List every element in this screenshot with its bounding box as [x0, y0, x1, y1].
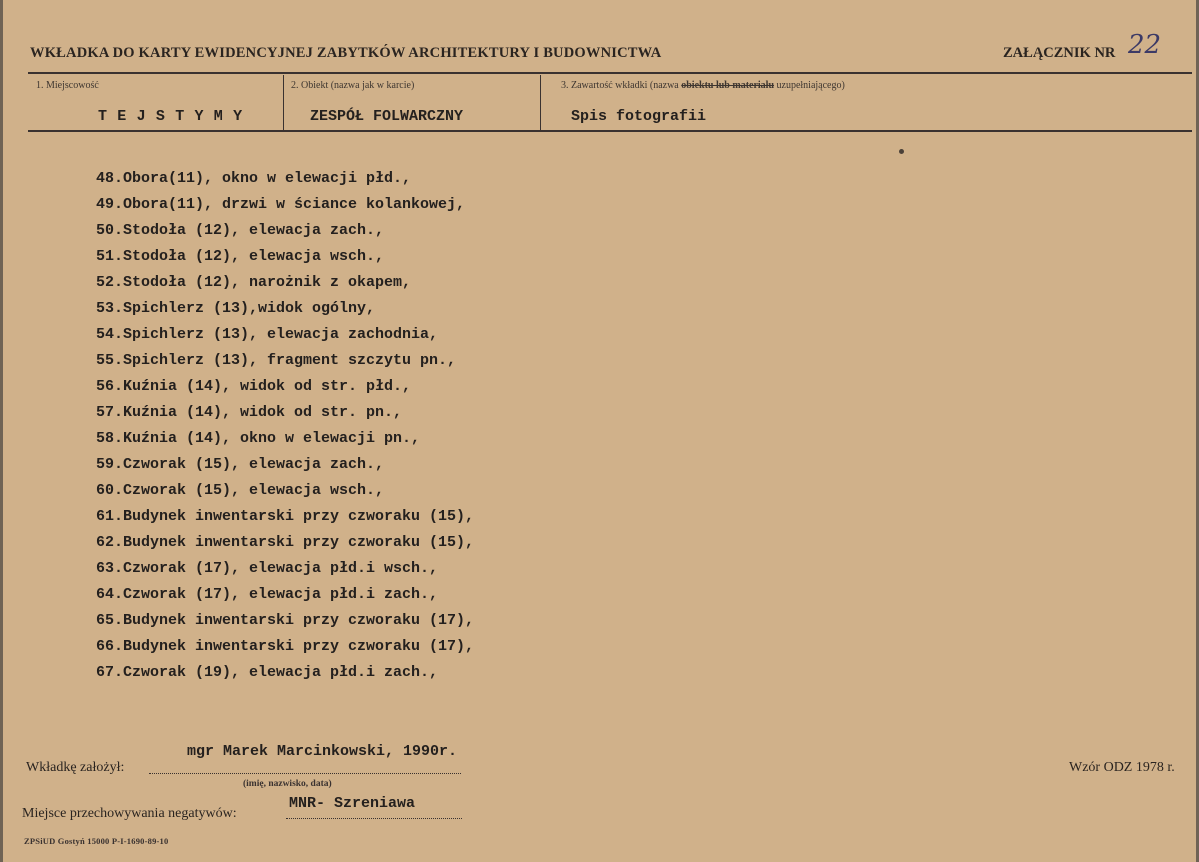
list-item: 66.Budynek inwentarski przy czworaku (17), — [96, 638, 475, 655]
list-item: 55.Spichlerz (13), fragment szczytu pn., — [96, 352, 457, 369]
founder-dotted-line — [149, 773, 461, 774]
list-item: 67.Czworak (19), elewacja płd.i zach., — [96, 664, 439, 681]
print-info: ZPSiUD Gostyń 15000 P-I-1690-89-10 — [24, 836, 169, 846]
scan-edge-left — [0, 0, 3, 862]
field-divider-1 — [283, 75, 284, 130]
list-item: 62.Budynek inwentarski przy czworaku (15), — [96, 534, 475, 551]
list-item: 61.Budynek inwentarski przy czworaku (15), — [96, 508, 475, 525]
header-rule-top — [28, 72, 1192, 74]
list-item: 49.Obora(11), drzwi w ściance kolankowej, — [96, 196, 466, 213]
founder-value: mgr Marek Marcinkowski, 1990r. — [187, 743, 458, 760]
list-item: 64.Czworak (17), elewacja płd.i zach., — [96, 586, 439, 603]
list-item: 57.Kuźnia (14), widok od str. pn., — [96, 404, 403, 421]
locality-label: 1. Miejscowość — [36, 80, 99, 91]
pattern-note: Wzór ODZ 1978 r. — [1069, 760, 1175, 775]
field-divider-2 — [540, 75, 541, 130]
annex-label: ZAŁĄCZNIK NR — [1003, 45, 1116, 61]
content-value: Spis fotografii — [571, 108, 707, 125]
list-item: 56.Kuźnia (14), widok od str. płd., — [96, 378, 412, 395]
storage-label: Miejsce przechowywania negatywów: — [22, 806, 237, 821]
founder-label: Wkładkę założył: — [26, 760, 125, 775]
object-value: ZESPÓŁ FOLWARCZNY — [310, 108, 464, 125]
list-item: 50.Stodoła (12), elewacja zach., — [96, 222, 385, 239]
annex-number: 22 — [1128, 30, 1162, 60]
list-item: 52.Stodoła (12), narożnik z okapem, — [96, 274, 412, 291]
list-item: 53.Spichlerz (13),widok ogólny, — [96, 300, 376, 317]
founder-note: (imię, nazwisko, data) — [243, 779, 332, 789]
list-item: 60.Czworak (15), elewacja wsch., — [96, 482, 385, 499]
storage-dotted-line — [286, 818, 462, 819]
content-label-prefix: 3. Zawartość wkładki (nazwa — [561, 80, 679, 91]
object-label: 2. Obiekt (nazwa jak w karcie) — [291, 80, 415, 91]
form-title: WKŁADKA DO KARTY EWIDENCYJNEJ ZABYTKÓW ARCHITEKTURY I BUDOWNICTWA — [30, 45, 662, 61]
locality-value: TEJSTYMY — [98, 108, 253, 125]
list-item: 48.Obora(11), okno w elewacji płd., — [96, 170, 412, 187]
storage-value: MNR- Szreniawa — [289, 795, 416, 812]
ink-speck — [899, 149, 904, 154]
list-item: 63.Czworak (17), elewacja płd.i wsch., — [96, 560, 439, 577]
content-label-suffix: uzupełniającego) — [776, 80, 845, 91]
list-item: 54.Spichlerz (13), elewacja zachodnia, — [96, 326, 439, 343]
content-label-struck: obiektu lub materiału — [681, 80, 775, 91]
photo-list — [96, 168, 474, 688]
content-label — [561, 80, 845, 91]
list-item: 58.Kuźnia (14), okno w elewacji pn., — [96, 430, 421, 447]
header-rule-bottom — [28, 130, 1192, 132]
list-item: 51.Stodoła (12), elewacja wsch., — [96, 248, 385, 265]
list-item: 65.Budynek inwentarski przy czworaku (17), — [96, 612, 475, 629]
list-item: 59.Czworak (15), elewacja zach., — [96, 456, 385, 473]
